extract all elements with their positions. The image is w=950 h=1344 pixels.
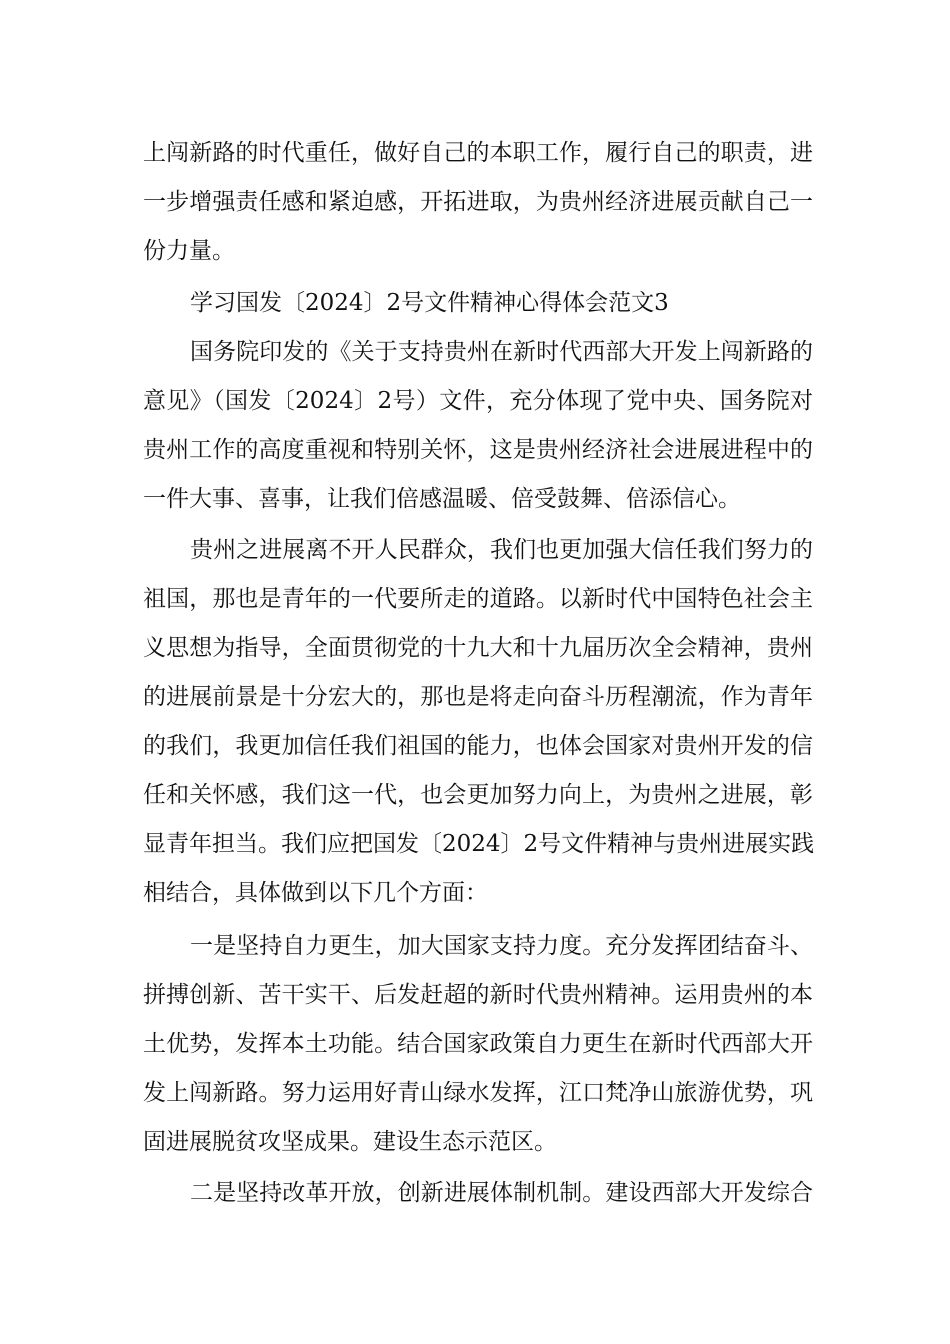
paragraph-4-line-1: 一是坚持自力更生，加大国家支持力度。充分发挥团结奋斗、 xyxy=(190,933,813,959)
paragraph-4-line-4: 发上闯新路。努力运用好青山绿水发挥，江口梵净山旅游优势，巩 xyxy=(143,1080,813,1106)
paragraph-3-line-2: 祖国，那也是青年的一代要所走的道路。以新时代中国特色社会主 xyxy=(143,586,813,612)
paragraph-4-line-5: 固进展脱贫攻坚成果。建设生态示范区。 xyxy=(143,1129,557,1155)
paragraph-3-line-4: 的进展前景是十分宏大的，那也是将走向奋斗历程潮流，作为青年 xyxy=(143,684,813,710)
paragraph-1-line-3: 份力量。 xyxy=(143,238,235,264)
paragraph-1-line-1: 上闯新路的时代重任，做好自己的本职工作，履行自己的职责，进 xyxy=(143,140,813,166)
section-heading: 学习国发〔2024〕2号文件精神心得体会范文3 xyxy=(190,290,669,316)
paragraph-4-line-3: 土优势，发挥本土功能。结合国家政策自力更生在新时代西部大开 xyxy=(143,1031,813,1057)
paragraph-3-line-6: 任和关怀感，我们这一代，也会更加努力向上，为贵州之进展，彰 xyxy=(143,782,813,808)
paragraph-3-line-1: 贵州之进展离不开人民群众，我们也更加强大信任我们努力的 xyxy=(190,537,813,563)
paragraph-5-line-1: 二是坚持改革开放，创新进展体制机制。建设西部大开发综合 xyxy=(190,1180,813,1206)
paragraph-2-line-4: 一件大事、喜事，让我们倍感温暖、倍受鼓舞、倍添信心。 xyxy=(143,486,741,512)
paragraph-2-line-3: 贵州工作的高度重视和特别关怀，这是贵州经济社会进展进程中的 xyxy=(143,437,813,463)
paragraph-3-line-8: 相结合，具体做到以下几个方面： xyxy=(143,880,488,906)
paragraph-2-line-2: 意见》（国发〔2024〕2号）文件，充分体现了党中央、国务院对 xyxy=(143,388,813,414)
paragraph-1-line-2: 一步增强责任感和紧迫感，开拓进取，为贵州经济进展贡献自己一 xyxy=(143,189,813,215)
paragraph-3-line-3: 义思想为指导，全面贯彻党的十九大和十九届历次全会精神，贵州 xyxy=(143,635,813,661)
paragraph-3-line-7: 显青年担当。我们应把国发〔2024〕2号文件精神与贵州进展实践 xyxy=(143,831,815,857)
paragraph-3-line-5: 的我们，我更加信任我们祖国的能力，也体会国家对贵州开发的信 xyxy=(143,733,813,759)
paragraph-2-line-1: 国务院印发的《关于支持贵州在新时代西部大开发上闯新路的 xyxy=(190,339,813,365)
paragraph-4-line-2: 拼搏创新、苦干实干、后发赶超的新时代贵州精神。运用贵州的本 xyxy=(143,982,813,1008)
